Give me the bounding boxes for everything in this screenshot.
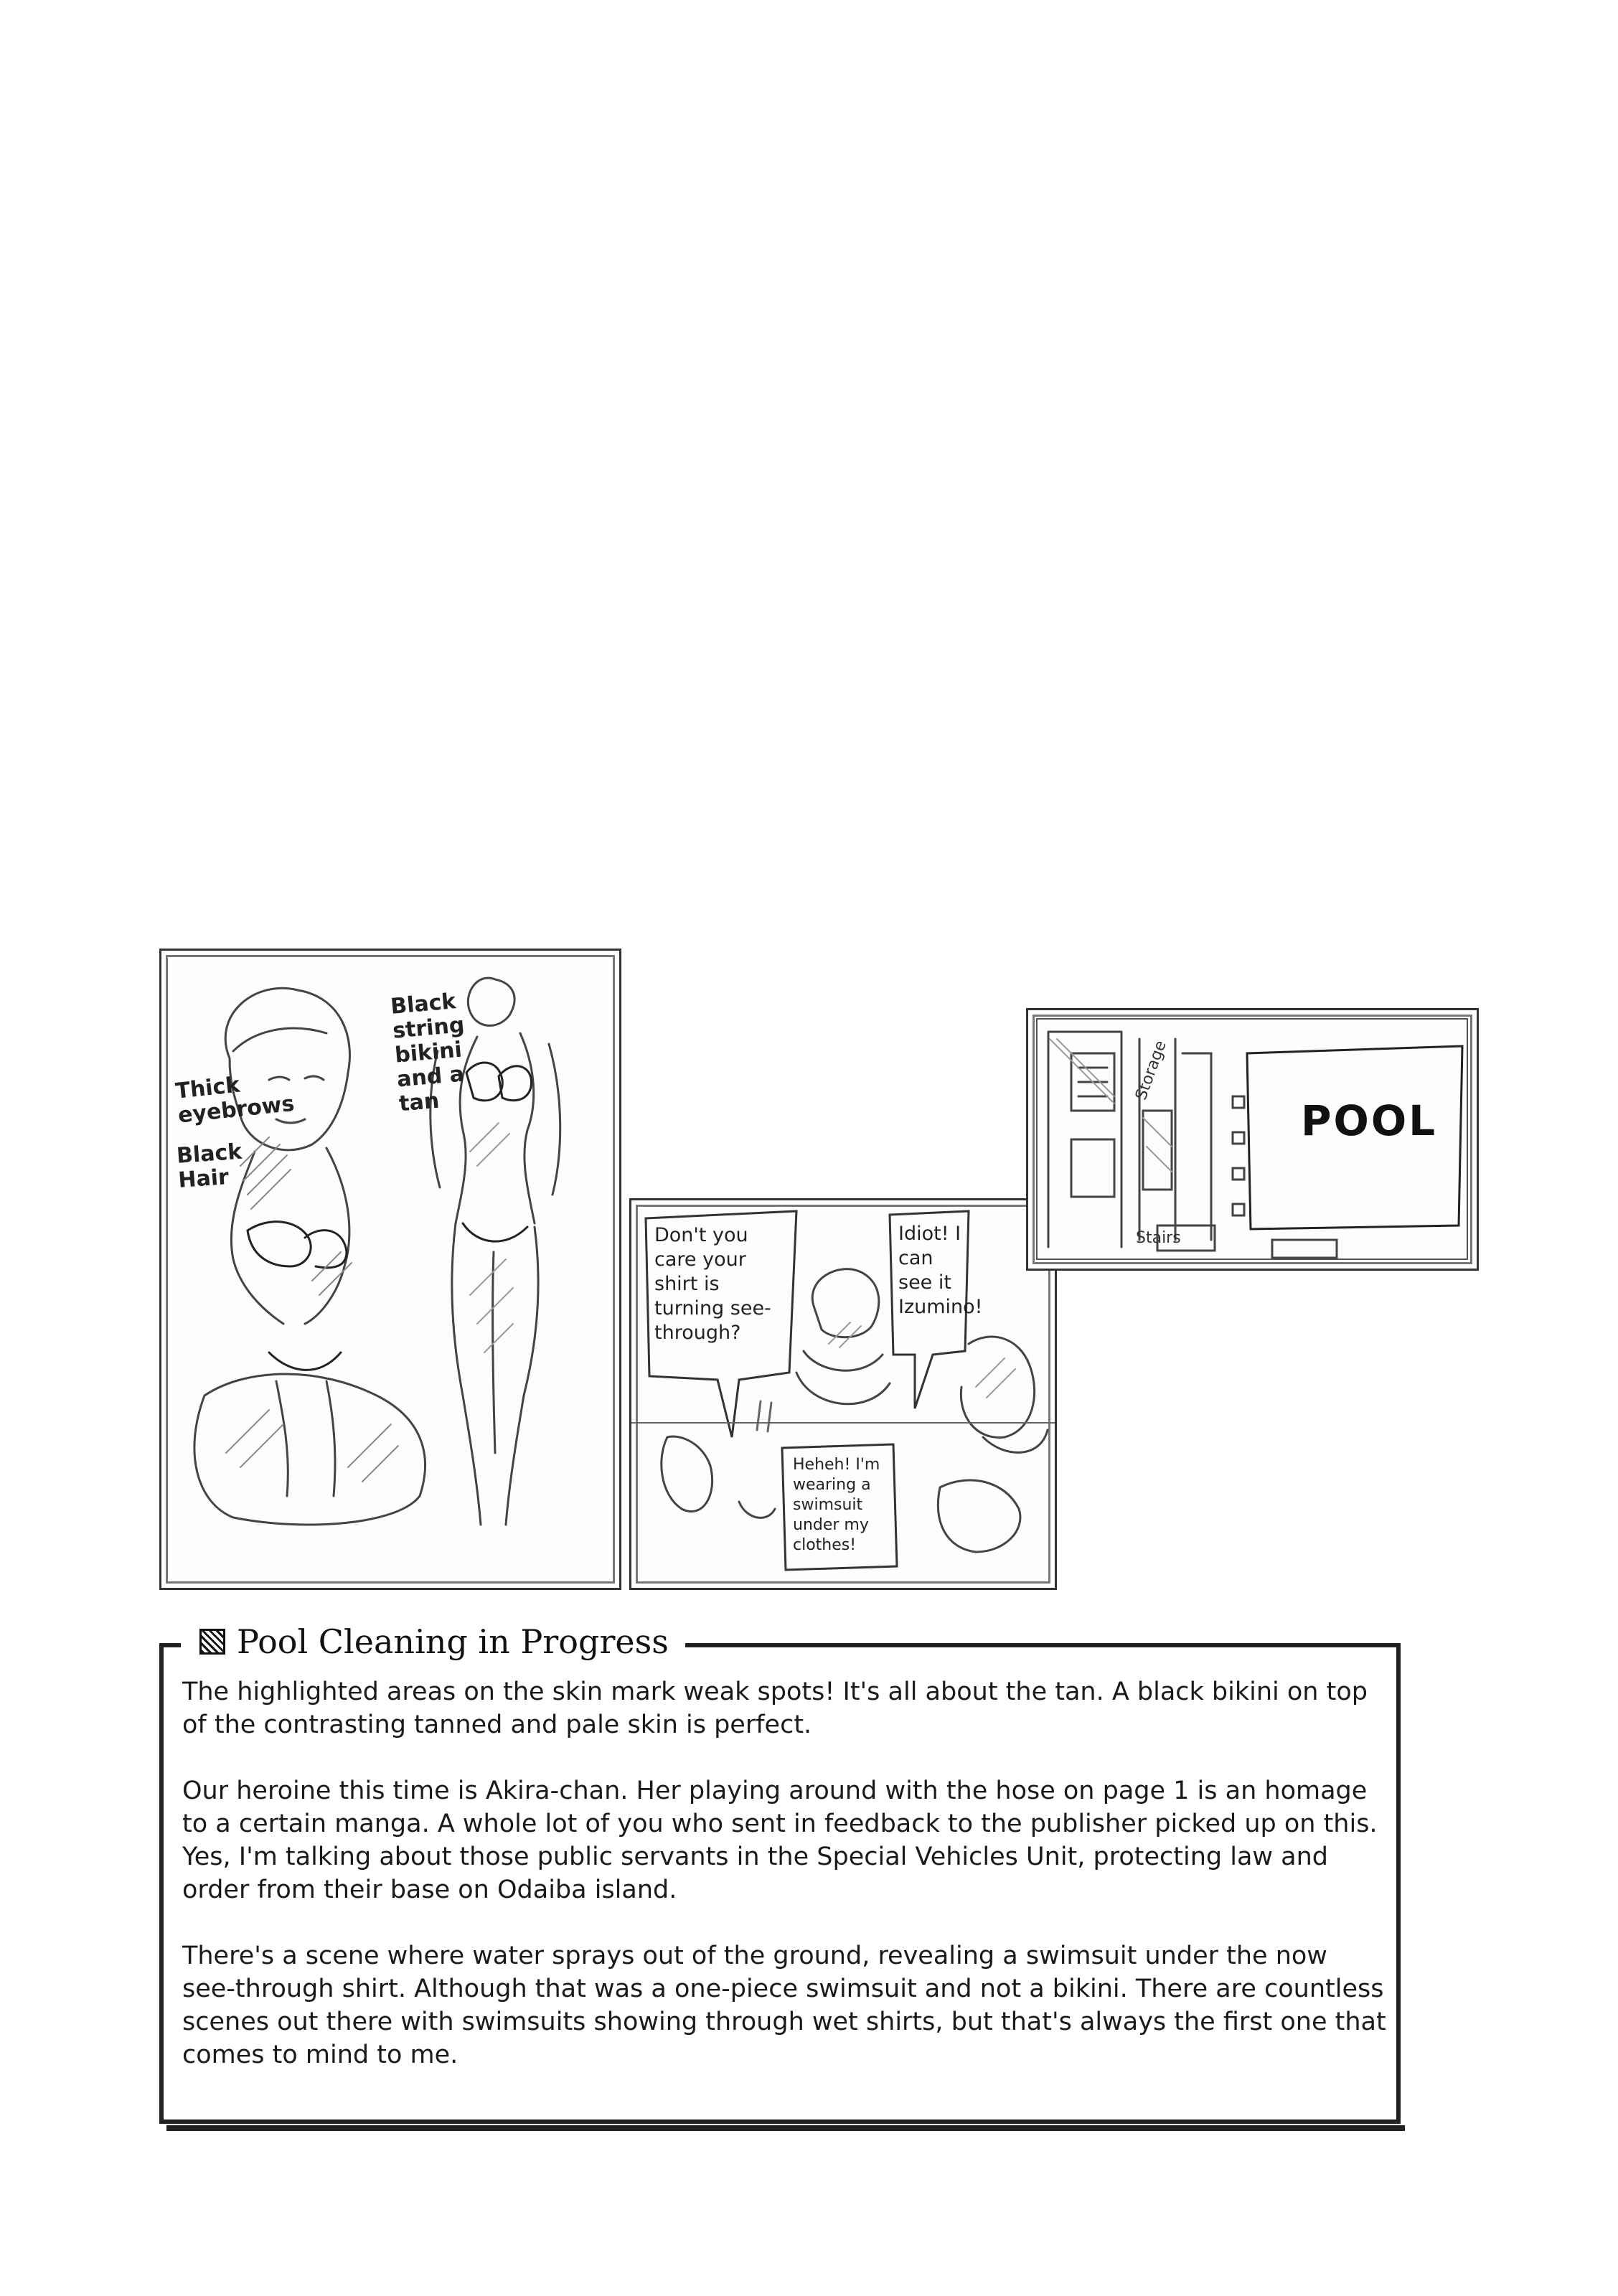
notes-box-top-right-border [685, 1643, 1401, 1647]
speech-bubble-see-through: Don't you care your shirt is turning see-through? [654, 1224, 771, 1344]
pool-map-panel [1026, 1008, 1479, 1271]
speech-bubble-idiot: Idiot! I can see it Izumino! [898, 1223, 983, 1318]
stairs-label: Stairs [1136, 1229, 1181, 1247]
notes-body [182, 1675, 1388, 2104]
character-sketch-panel [159, 949, 621, 1590]
note-thick-eyebrows: Thick eyebrows [174, 1072, 296, 1129]
character-sketch-drawing [161, 951, 619, 1588]
pool-label: POOL [1301, 1096, 1438, 1145]
notes-box-shadow [166, 2125, 1405, 2131]
storage-label: Storage [1132, 1038, 1170, 1103]
note-black-hair: Black Hair [175, 1139, 243, 1193]
note-black-string-bikini: Black string bikini and a tan [389, 989, 466, 1117]
speech-bubble-swimsuit: Heheh! I'm wearing a swimsuit under my clothes! [793, 1456, 880, 1554]
hatched-square-icon [199, 1629, 225, 1655]
notes-paragraph: There's a scene where water sprays out of the ground, revealing a swimsuit under the now see-through shirt. Although that was a one-piece swimsuit and not a bikini. There are countless scenes out there with swimsuits showing through wet shirts, but that's always the first one that comes to mind to me. [182, 1942, 1386, 2069]
notes-paragraph: Our heroine this time is Akira-chan. Her playing around with the hose on page 1 is an homage to a certain manga. A whole lot of you who sent in feedback to the publisher picked up on this. Yes, I'm talking about those public servants in the Special Vehicles Unit, protecting law and order from their base on Odaiba island. [182, 1777, 1378, 1904]
notes-paragraph: The highlighted areas on the skin mark weak spots! It's all about the tan. A black bikini on top of the contrasting tanned and pale skin is perfect. [182, 1678, 1368, 1739]
notes-box-top-left-border [159, 1643, 181, 1647]
notes-title [192, 1620, 679, 1663]
notes-title-text: Pool Cleaning in Progress [237, 1622, 669, 1661]
comic-sketch-panel [629, 1198, 1057, 1590]
